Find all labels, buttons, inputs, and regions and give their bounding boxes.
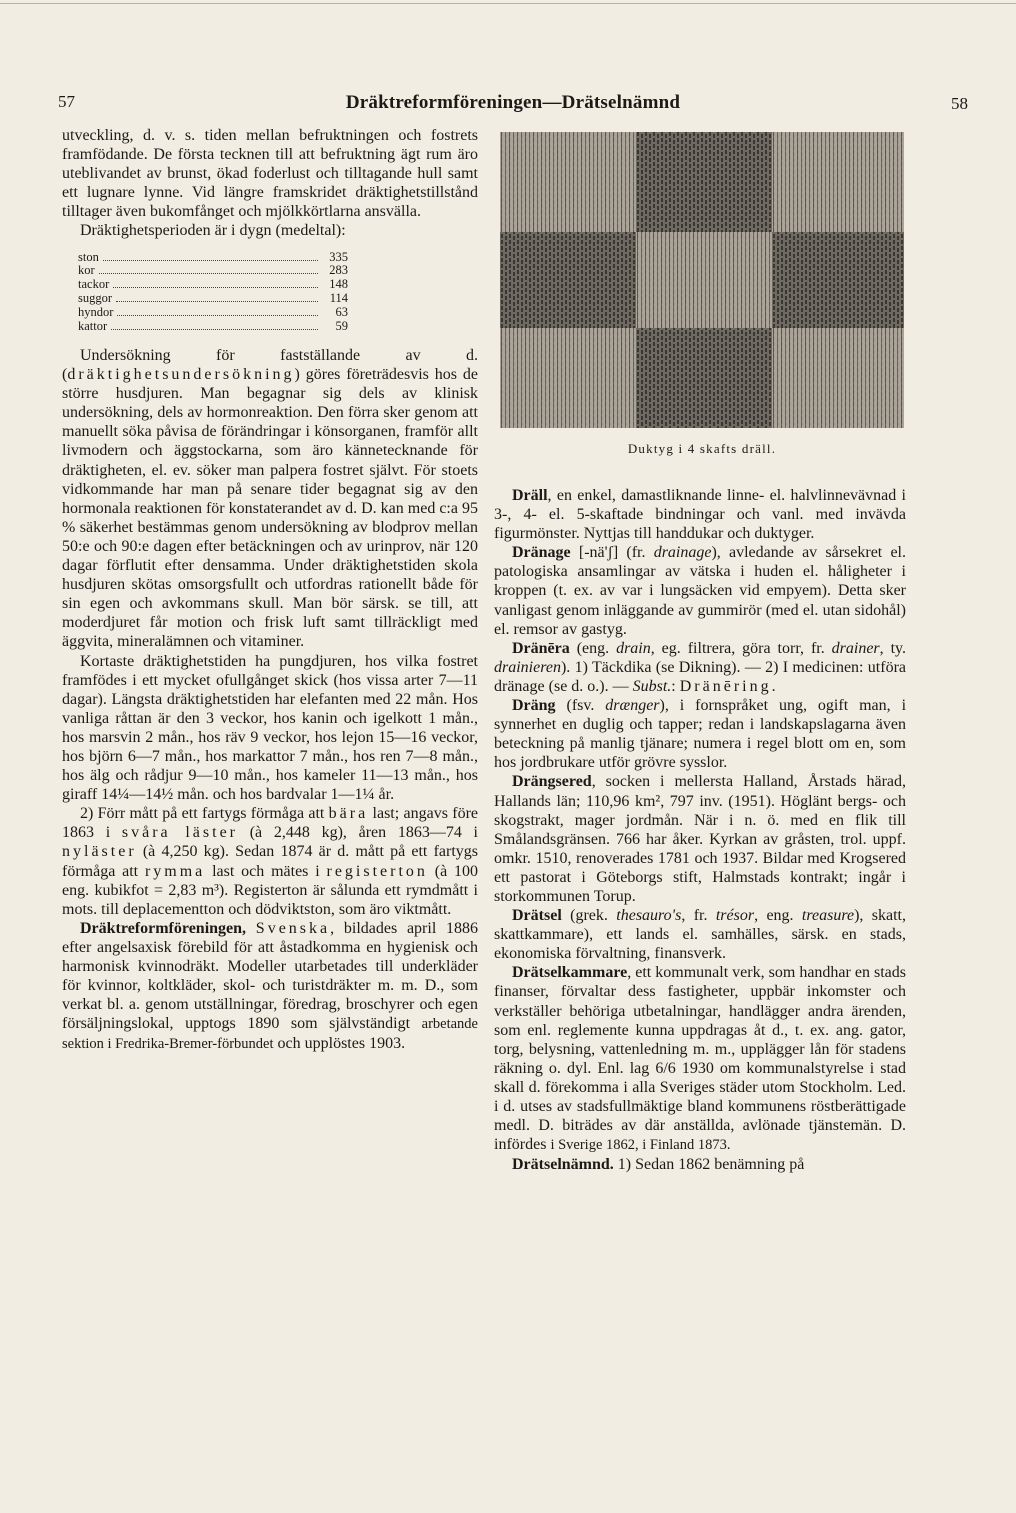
fabric-figure bbox=[500, 132, 904, 428]
top-edge-rule bbox=[0, 3, 1016, 4]
entry-headword: Dränage bbox=[512, 544, 571, 562]
leader-dots bbox=[99, 273, 318, 274]
paragraph: Undersökning för fastställande av d. (dräktighetsundersökning) göres företrädesvis hos de större husdjuren. Man begagnar sig dels av klinisk undersökning, dels av hormonreaktion. Den förra sker genom att manuellt söka påvisa de förändringar i könsorganen, framför allt livmodern och äggstockarna, som äro kännetecknande för dräktigheten, el. ev. söker man palpera fostret självt. För stoets vidkommande har man på senare tider begagnat sig av den hormonala reaktionen för konstaterandet av d. D. kan med c:a 95 % säkerhet bestämmas genom undersökning av blodprov mellan 50:e och 90:e dagen efter betäckningen och av urinprov, när 120 dagar förflutit efter densamma. Under dräktighetstiden skola husdjuren skötas omsorgsfullt och utfordras rationellt både för sin egen och avkommans skull. Man bör särsk. se till, att moderdjuret får motion och frisk luft samt tillräckligt med äggvita, mineralämnen och vitaminer. bbox=[62, 347, 478, 651]
entry-headword: Drätsel bbox=[512, 907, 562, 925]
gestation-table bbox=[78, 251, 348, 334]
table-label: ston bbox=[78, 249, 99, 264]
leader-dots bbox=[117, 315, 318, 316]
page-header bbox=[58, 92, 968, 118]
page-number-right: 58 bbox=[951, 94, 968, 113]
table-label: kattor bbox=[78, 319, 108, 334]
entry-dratselnamnd: Drätselnämnd. 1) Sedan 1862 benämning på bbox=[512, 1156, 805, 1174]
table-value: 59 bbox=[335, 319, 348, 334]
table-row bbox=[78, 251, 348, 265]
paragraph: Kortaste dräktighetstiden ha pungdjuren, hos vilka fostret framfödes i ett mycket ofullgånget skick (hos vissa arter 7—11 dagar). Längsta dräktighetstiden har elefanten med 22 mån. Hos vanliga råttan är den 3 veckor, hos kanin och igelkott 1 mån., hos marsvin 2 mån., hos räv 9 veckor, hos lejon 15—16 veckor, hos björn 6—7 mån., hos markattor 7 mån., hos ren 7—8 mån., hos älg och rådjur 9—10 mån., hos kameler 11—13 mån., hos giraff 14¼—14½ mån. och hos bardvalar 1—1¼ år. bbox=[62, 652, 478, 804]
table-value: 114 bbox=[329, 291, 348, 306]
leader-dots bbox=[116, 301, 318, 302]
table-value: 335 bbox=[329, 249, 348, 264]
table-label: kor bbox=[78, 263, 95, 278]
table-label: suggor bbox=[78, 291, 113, 306]
leader-dots bbox=[103, 260, 318, 261]
spaced-term: bära bbox=[328, 805, 369, 823]
spaced-term: Dränēring bbox=[679, 677, 772, 695]
table-value: 63 bbox=[335, 305, 348, 320]
damask-fabric-image bbox=[500, 132, 904, 428]
left-column bbox=[62, 126, 478, 1054]
entry-headword: Drätselkammare bbox=[512, 964, 628, 982]
leader-dots bbox=[111, 329, 318, 330]
entry-draktreformforeningen: Dräktreformföreningen, Svenska, bildades april 1886 efter angelsaxisk förebild för att åstadkomma en hygienisk och harmonisk kvinnodräkt. Modeller utarbetades till underkläder för kvinnor, koltkläder, skol- och turistdräkter m. m. D., som verkat bl. a. genom utställningar, föredrag, broschyrer och egen försäljningslokal, upptogs 1890 som självständigt arbetande sektion i Fredrika-Bremer-förbundet och upplöstes 1903. bbox=[62, 919, 479, 1053]
entry-dranera: Dränēra (eng. drain, eg. filtrera, göra torr, fr. drainer, ty. drainieren). 1) Täckdika (se Dikning). — 2) I medicinen: utföra dränage (se d. o.). — Subst.: Dränēring. bbox=[494, 639, 906, 695]
table-label: hyndor bbox=[78, 305, 114, 320]
running-head: Dräktreformföreningen—Drätselnämnd bbox=[345, 92, 681, 113]
paragraph: 2) Förr mått på ett fartygs förmåga att bära last; angavs före 1863 i svåra läster (à 2,448 kg), åren 1863—74 i nyläster (à 4,250 kg). Sedan 1874 är d. mått på ett fartygs förmåga att rymma last och mätes i registerton (à 100 eng. kubikfot = 2,83 m³). Registerton är sålunda ett rymdmått i mots. till deplacementton och dödviktston, som äro viktmått. bbox=[62, 805, 479, 918]
table-value: 148 bbox=[329, 277, 348, 292]
table-row bbox=[78, 278, 348, 292]
entry-drang: Dräng (fsv. drænger), i fornspråket ung, ogift man, i synnerhet en duglig och tapper; redan i landskapslagarna även beteckning på manlig tjänare; numera i regel blott om en, som hos jordbrukare utför grövre sysslor. bbox=[494, 697, 907, 772]
spaced-term: dräktighetsundersökning bbox=[67, 366, 295, 384]
spaced-term: rymma bbox=[144, 862, 206, 880]
entry-headword: Dräng bbox=[512, 697, 556, 715]
entry-headword: Drätselnämnd. bbox=[512, 1156, 614, 1174]
spaced-term: Svenska bbox=[255, 919, 331, 937]
spaced-term: nyläster bbox=[62, 843, 137, 861]
entry-headword: Dräll bbox=[512, 487, 548, 504]
table-label: tackor bbox=[78, 277, 110, 292]
page-number-left: 57 bbox=[58, 92, 75, 111]
entry-headword: Drängsered bbox=[512, 773, 592, 791]
leader-dots bbox=[113, 287, 318, 288]
entry-dratsel: Drätsel (grek. thesauro's, fr. trésor, eng. treasure), skatt, skattkammare), ett lands el. samhälles, särsk. en stads, ekonomiska förvaltning, finansverk. bbox=[494, 907, 906, 963]
spaced-term: svåra läster bbox=[121, 824, 238, 842]
entry-headword: Dränēra bbox=[512, 639, 570, 657]
table-value: 283 bbox=[329, 263, 348, 278]
entry-dranage: Dränage [-nä'ʃ] (fr. drainage), avledande av sårsekret el. patologiska ansamlingar av vätska i huden el. håligheter i kroppen (t. ex. av var i lungsäcken vid empyem). Detta sker vanligast genom inläggande av gummirör (med el. utan sidohål) el. remsor av gastyg. bbox=[494, 544, 906, 638]
figure-caption: Duktyg i 4 skafts dräll. bbox=[627, 441, 777, 456]
paragraph: Dräktighetsperioden är i dygn (medeltal): bbox=[80, 222, 346, 240]
entry-drall: Dräll, en enkel, damastliknande linne- el. halvlinnevävnad i 3-, 4- el. 5-skaftade bindningar och vanl. med invävda figurmönster. Nyttjas till handdukar och duktyger. bbox=[494, 487, 906, 543]
table-row bbox=[78, 306, 348, 320]
table-row bbox=[78, 264, 348, 278]
paragraph: utveckling, d. v. s. tiden mellan befruktningen och fostrets framfödande. De första tecknen till att befruktning ägt rum äro uteblivandet av brunst, ökad foderlust och tilltagande hull samt ett lugnare lynne. Vid längre framskridet dräktighetstillstånd tilltager även bukomfånget och mjölkkörtlarna ansvälla. bbox=[62, 127, 478, 221]
entry-dratselkammare: Drätselkammare, ett kommunalt verk, som handhar en stads finanser, förvaltar dess fastigheter, uppbär inkomster och verkställer behöriga utbetalningar, handlägger andra ärenden, som enl. reglemente kunna uppdragas åt d., t. ex. ang. gator, torg, belysning, vattenledning m. m., upplägger lån för stadens räkning o. dyl. Enl. lag 6/6 1930 om kommunalstyrelse i stad skall d. förekomma i alla Sveriges städer utom Stockholm. Led. i d. utses av stadsfullmäktige bland kommunens röstberättigade medl. D. biträdes av där anställda, avlönade tjänstemän. D. infördes i Sverige 1862, i Finland 1873. bbox=[494, 964, 906, 1154]
entry-drangsered: Drängsered, socken i mellersta Halland, Årstads härad, Hallands län; 110,96 km², 797 inv. (1951). Höglänt bergs- och skogstrakt, mager jordmån. När i n. ö. med en flik till Smålandsgränsen. 766 har åker. Kyrkan av gråsten, trol. uppf. omkr. 1510, renoverades 1781 och 1937. Bildar med Krogsered ett pastorat i Göteborgs stift, Halmstads kontrakt; ingår i storkommunen Torup. bbox=[494, 773, 906, 905]
table-row bbox=[78, 320, 348, 334]
entry-headword: Dräktreformföreningen, bbox=[80, 919, 247, 937]
table-row bbox=[78, 292, 348, 306]
right-column bbox=[494, 486, 906, 1174]
spaced-term: registerton bbox=[326, 862, 428, 880]
